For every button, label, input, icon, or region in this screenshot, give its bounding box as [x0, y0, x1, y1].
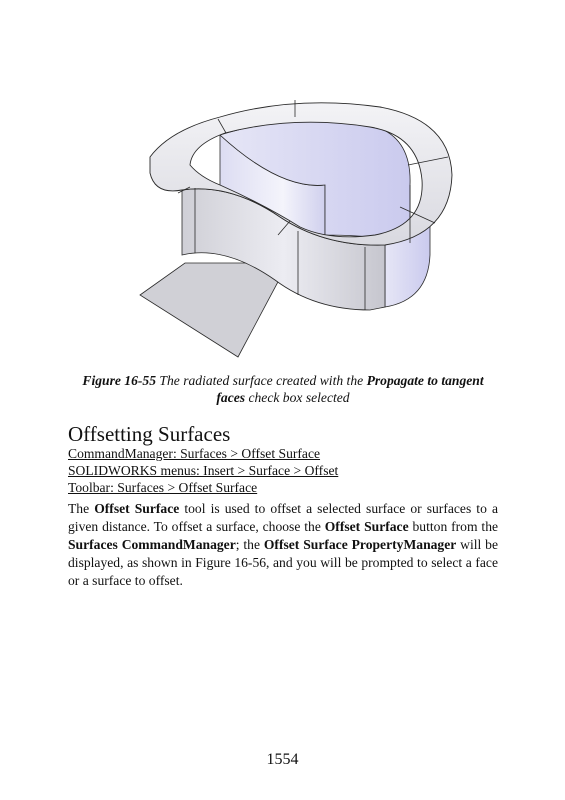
caption-text: The radiated surface created with the: [156, 373, 367, 388]
figure-label: Figure 16-55: [82, 373, 157, 388]
toolbar-path: Toolbar: Surfaces > Offset Surface: [68, 480, 258, 495]
paragraph-text: will be displayed, as shown in Figure 16-56, and you will be prompted to select a face or a surface to offset.: [68, 537, 499, 588]
radiated-surface-illustration: [130, 95, 465, 360]
offset-surface-term: Offset Surface: [94, 501, 180, 516]
paragraph-text: ; the: [235, 537, 264, 552]
planar-sheet: [140, 263, 288, 357]
figure-radiated-surface: [130, 95, 465, 360]
figure-caption: [68, 372, 498, 406]
body-paragraph: [68, 500, 498, 590]
commandmanager-path: CommandManager: Surfaces > Offset Surface: [68, 446, 321, 461]
surfaces-commandmanager-term: Surfaces CommandManager: [68, 537, 236, 552]
page-number: 1554: [266, 751, 299, 768]
paragraph-text: The: [68, 501, 95, 516]
offset-surface-propertymanager-term: Offset Surface PropertyManager: [263, 537, 457, 552]
solidworks-menus-path: SOLIDWORKS menus: Insert > Surface > Offset: [68, 463, 339, 478]
offset-surface-button-term: Offset Surface: [324, 519, 409, 534]
caption-bold-option: Propagate to tangent faces: [216, 373, 484, 405]
caption-text-end: check box selected: [245, 390, 350, 405]
paragraph-text: button from the: [408, 519, 499, 534]
paragraph-text: tool is used to offset a selected surface or surfaces to a given distance. To offset a surface, choose the: [68, 501, 498, 534]
section-heading: Offsetting Surfaces: [68, 422, 231, 446]
